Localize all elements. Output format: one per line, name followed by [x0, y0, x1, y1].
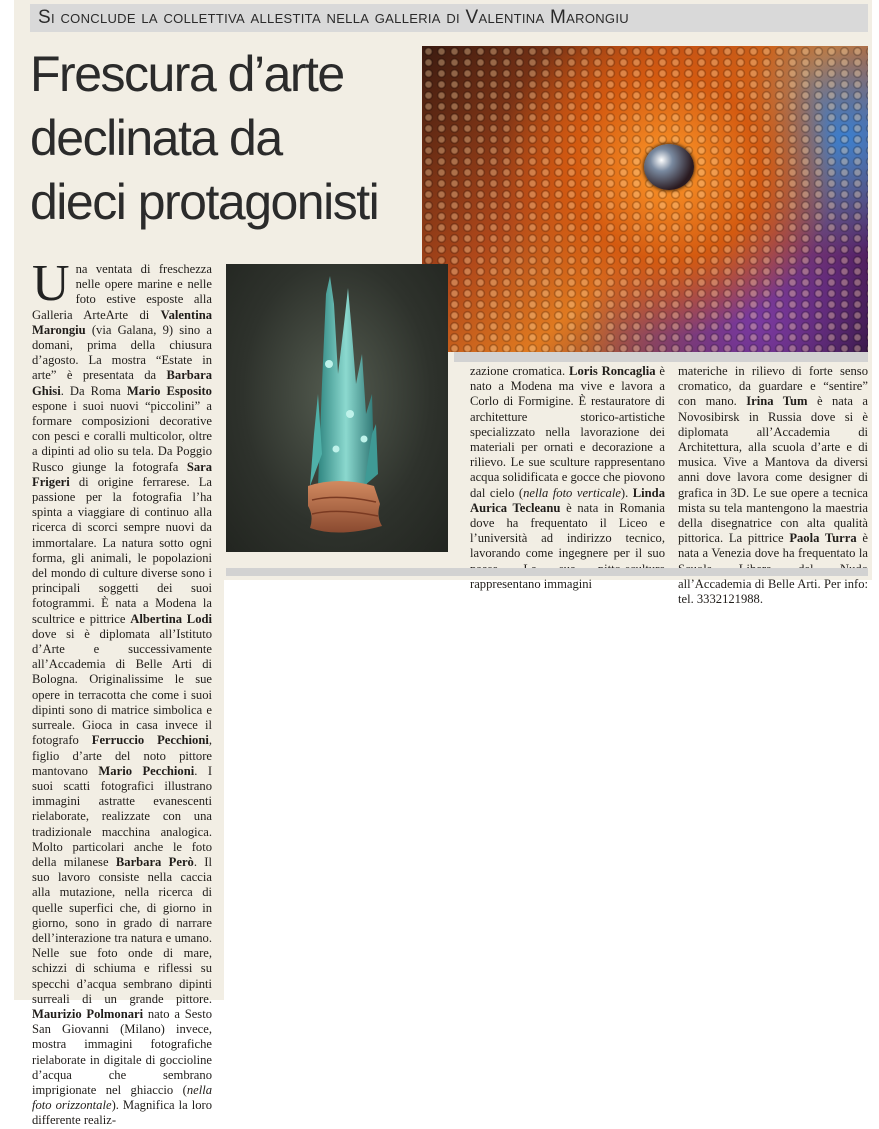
col1-segment: Valentina Marongiu [32, 307, 212, 337]
article-column-2 [470, 364, 665, 592]
col1-segment: espone i suoi nuovi “piccolini” a formare composizioni decorative con pesci e coralli multicolor, oltre a dipinti ad olio su tela. Da Poggio Rusco giunge la fotografa [32, 398, 212, 474]
col1-segment: nella foto orizzontale [32, 1082, 212, 1113]
col2-segment: Loris Roncaglia [569, 364, 656, 378]
col1-segment: Albertina Lodi [130, 611, 212, 626]
droplets-texture [422, 46, 868, 352]
column-1-text [32, 255, 213, 1128]
bottom-rule [226, 568, 868, 576]
col3-segment: è nata a Venezia dove ha frequentato la all’Accademia di Belle Arti. Per info: tel. 3332121988. [678, 531, 868, 607]
article-headline [30, 42, 422, 234]
col2-segment: è nato a Modena ma vive e lavora a Corlo di Formigine. È restauratore di architetture storico-artistiche specializzato nella lavorazione dei materiali per ornati e decorazione a rilievo. Le sue sculture rappresentano acqua solidificata e gocce che piovono dal cielo ( [470, 364, 665, 500]
col1-segment: ). Magnifica la loro differente realiz- [32, 1098, 212, 1128]
col1-segment: (via Galana, 9) sino a domani, prima della chiusura d’agosto. La mostra “Estate in arte” è presentata da [32, 322, 212, 383]
col1-segment: nato a Sesto San Giovanni (Milano) invece, mostra immagini fotografiche rielaborate in digitale di goccioline d’acqua che sembrano imprigionate nel ghiaccio ( [32, 1006, 212, 1097]
drop-cap: U [32, 255, 70, 312]
col1-segment: . Il suo lavoro consiste nella caccia alla mutazione, nella ricerca di quelle superfici che, di giorno in giorno, sono in grado di narrare dell’interazione tra natura e umano. Nelle sue foto onde di mare, schizzi di schiuma e riflessi su specchi d’acqua sembrano dipinti surreali di un grande pittore. [32, 854, 212, 1006]
photo-caption-rule [454, 352, 868, 362]
photo-water-droplets [422, 46, 868, 352]
col2-segment: è nata in Romania dove ha frequentato il Liceo e l’università ad indirizzo tecnico, lavorando come ingegnere per il suo rappresentano immagini [470, 500, 665, 591]
col3-segment: materiche in rilievo di forte senso cromatico, da guardare e “sentire” con mano. [678, 364, 868, 409]
sculpture-illustration [226, 264, 448, 552]
col2-segment: zazione cromatica. [470, 364, 570, 378]
kicker-headline: Si conclude la collettiva allestita nella galleria di Valentina Marongiu [30, 4, 868, 32]
col1-segment: dove si è diplomata all’Istituto d’Arte e successivamente all’Accademia di Belle Arti di Bologna. Originalissime le sue opere in terracotta che come i suoi dipinti sono di matrice simbolica e surreale. Gioca in casa invece il fotografo [32, 626, 212, 748]
col1-segment: . I suoi scatti fotografici illustrano immagini astratte evanescenti rielaborate, realizzate con una tradizionale macchina analogica. Molto particolari anche le foto della milanese [32, 763, 213, 869]
col1-segment: Mario Pecchioni [98, 763, 195, 778]
col1-segment: di origine ferrarese. La passione per la fotografia l’ha spinta a viaggiare di continuo alla ricerca di scorci sempre nuovi da immortalare. La natura sotto ogni forma, gli animali, le popolazioni del mondo di culture diverse sono i principali soggetti dei suoi fotogrammi. È nata a Modena la scultrice e pittrice [32, 474, 212, 626]
col1-segment: , figlio d’arte del noto pittore mantovano [32, 733, 212, 778]
headline-line-2: declinata da [30, 110, 282, 166]
col3-segment: Paola Turra [789, 531, 857, 546]
col1-segment: Barbara Però [115, 854, 194, 869]
col2-segment: Linda Aurica Tecleanu [470, 485, 665, 515]
column-2-text [470, 364, 665, 591]
col1-segment: Sara Frigeri [32, 459, 212, 489]
col1-segment: Ferruccio Pecchioni [91, 733, 209, 748]
photo-sculpture [226, 264, 448, 552]
headline-line-1: Frescura d’arte [30, 46, 344, 102]
col2-segment: nella foto verticale [523, 485, 621, 500]
col3-segment: è nata a Novosibirsk in Russia dove si è diplomata all’Accademia di Architettura, alla scuola d’arte e di musica. Vive a Mantova da diversi anni dove lavora come designer di grafica in 3D. Le sue opere a tecnica mista su tela mantengono la maestria della disegnatrice con alta qualità pittorica. La pittrice [678, 394, 868, 546]
col2-segment: ). [620, 485, 633, 500]
col1-segment: Mario Esposito [126, 383, 212, 398]
col1-segment: Maurizio Polmonari [32, 1006, 144, 1021]
col1-segment: Barbara Ghisi [32, 368, 212, 398]
article-column-1 [32, 255, 213, 1129]
col3-segment: Irina Tum [746, 394, 808, 409]
col1-segment: na ventata di freschezza nelle opere marine e nelle foto estive esposte alla Galleria ArteArte di [32, 262, 212, 322]
headline-line-3: dieci protagonisti [30, 174, 379, 230]
large-droplet [644, 144, 694, 190]
col1-segment: . Da Roma [60, 383, 127, 398]
